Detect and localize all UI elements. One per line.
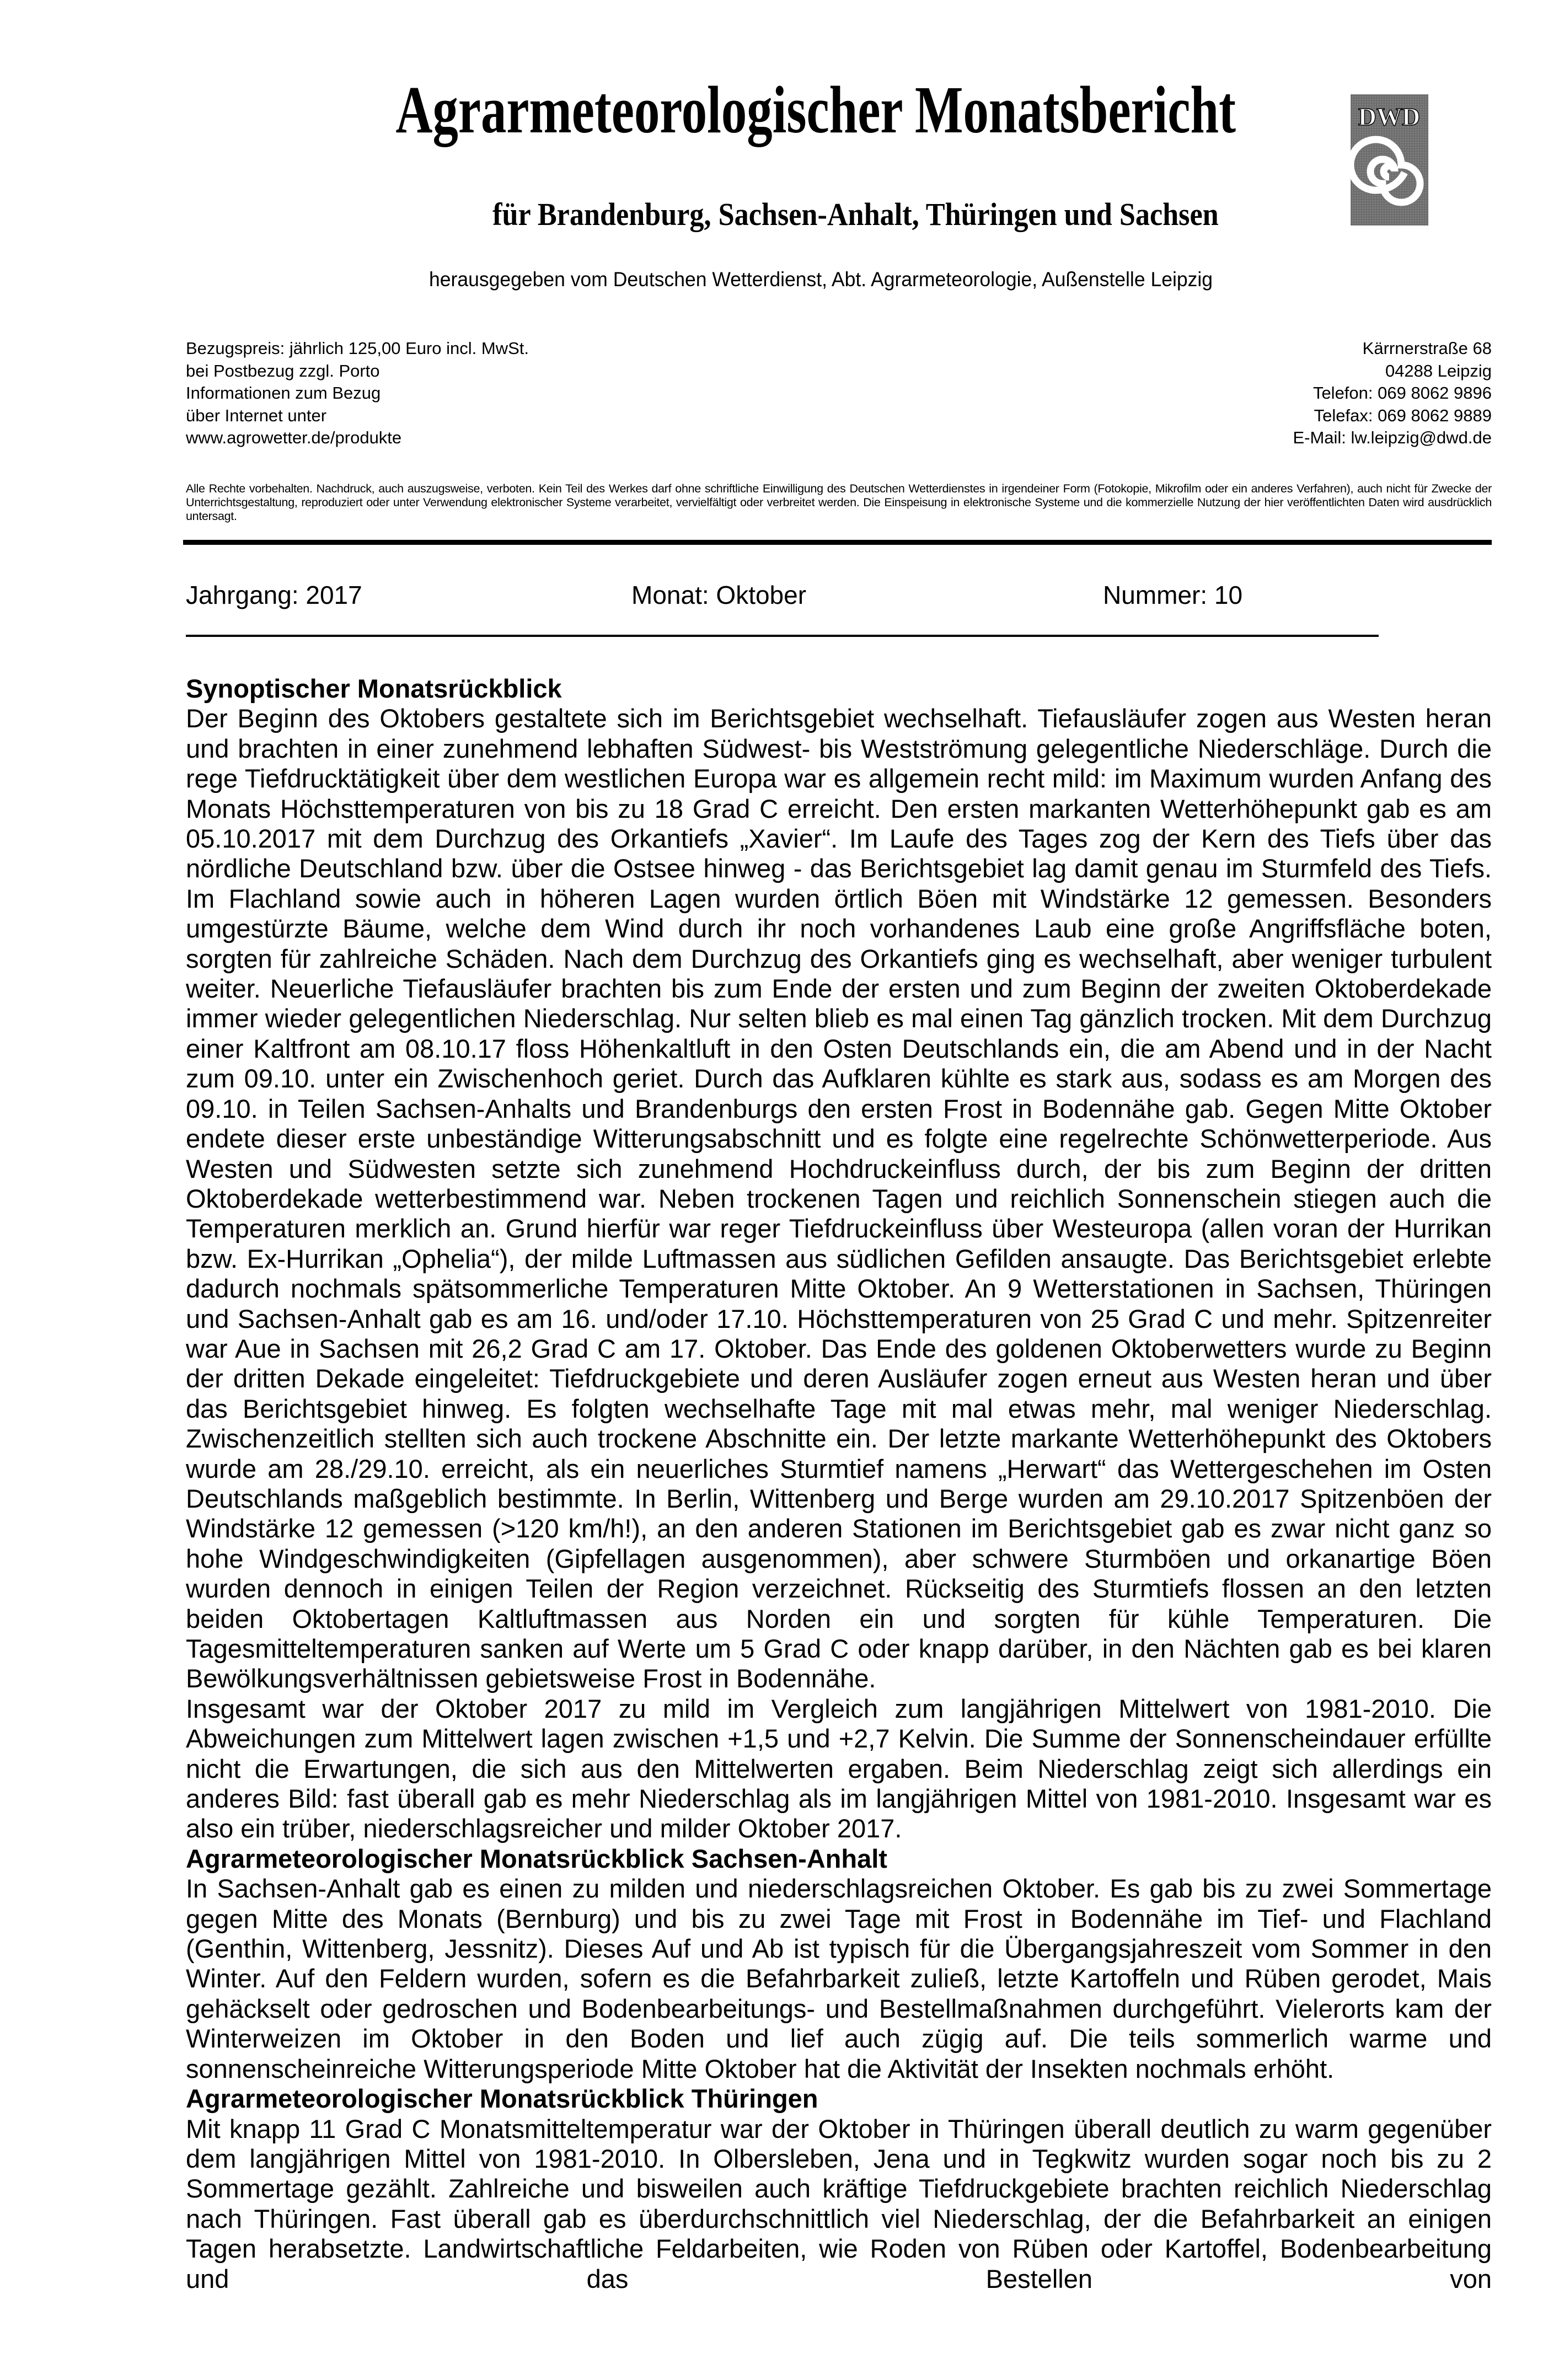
subscription-link[interactable]: www.agrowetter.de/produkte (186, 428, 402, 447)
subscription-info-label: Informationen zum Bezug (186, 383, 381, 403)
section-thueringen (186, 2084, 1492, 2294)
issue-month: Monat: Oktober (631, 581, 807, 609)
report-subtitle: für Brandenburg, Sachsen-Anhalt, Thüringen und Sachsen (492, 196, 1219, 232)
section-paragraph: Mit knapp 11 Grad C Monatsmitteltemperatur war der Oktober in Thüringen überall deutlich zu warm gegenüber dem langjährigen Mittel von 1981-2010. In Olbersleben, Jena und in Tegkwitz wurden sogar noch bis zu 2 Sommertage gezählt. Zahlreiche und bisweilen auch kräftige Tiefdruckgebiete brachten reichlich Niederschlag nach Thüringen. Fast überall gab es überdurchschnittlich viel Niederschlag, der die Befahrbarkeit an einigen Tagen herabsetzte. Landwirtschaftliche Feldarbeiten, wie Roden von Rüben oder Kartoffel, Bodenbearbeitung und das Bestellen von (186, 2114, 1492, 2293)
report-body (186, 674, 1492, 2294)
issue-underline (186, 635, 1379, 637)
contact-info (1293, 337, 1492, 449)
issue-number: Nummer: 10 (1103, 581, 1243, 609)
contact-email[interactable]: E-Mail: lw.leipzig@dwd.de (1293, 428, 1492, 447)
section-sachsen-anhalt (186, 1844, 1492, 2084)
subscription-info (186, 337, 529, 449)
copyright-notice: Alle Rechte vorbehalten. Nachdruck, auch auszugsweise, verboten. Kein Teil des Werkes darf ohne schriftliche Einwilligung des Deutschen Wetterdienstes in irgendeiner Form (Fotokopie, Mikrofilm oder ein anderes Verfahren), auch nicht für Zwecke der Unterrichtsgestaltung, reproduziert oder unter Verwendung elektronischer Systeme verarbeitet, vervielfältigt oder verbreitet werden. Die Einspeisung in elektronische Systeme und die kommerzielle Nutzung der hier veröffentlichten Daten wird ausdrücklich untersagt. (186, 482, 1492, 523)
section-paragraph: Der Beginn des Oktobers gestaltete sich im Berichtsgebiet wechselhaft. Tiefausläufer zogen aus Westen heran und brachten in einer zunehmend lebhaften Südwest- bis Westströmung gelegentliche Niederschläge. Durch die rege Tiefdrucktätigkeit über dem westlichen Europa war es allgemein recht mild: im Maximum wurden Anfang des Monats Höchsttemperaturen von bis zu 18 Grad C erreicht. Den ersten markanten Wetterhöhepunkt gab es am 05.10.2017 mit dem Durchzug des Orkantiefs „Xavier“. Im Laufe des Tages zog der Kern des Tiefs über das nördliche Deutschland bzw. über die Ostsee hinweg - das Berichtsgebiet lag damit genau im Sturmfeld des Tiefs. Im Flachland sowie auch in höheren Lagen wurden örtlich Böen mit Windstärke 12 gemessen. Besonders umgestürzte Bäume, welche dem Wind durch ihr noch vorhandenes Laub eine große Angriffsfläche boten, sorgten für zahlreiche Schäden. Nach dem Durchzug des Orkantiefs ging es wechselhaft, aber weniger turbulent weiter. Neuerliche Tiefausläufer brachten bis zum Ende der ersten und zum Beginn der zweiten Oktoberdekade immer wieder gelegentlichen Niederschlag. Nur selten blieb es mal einen Tag gänzlich trocken. Mit dem Durchzug einer Kaltfront am 08.10.17 floss Höhenkaltluft in den Osten Deutschlands ein, die am Abend und in der Nacht zum 09.10. unter ein Zwischenhoch geriet. Durch das Aufklaren kühlte es stark aus, sodass es am Morgen des 09.10. in Teilen Sachsen-Anhalts und Brandenburgs den ersten Frost in Bodennähe gab. Gegen Mitte Oktober endete dieser erste unbeständige Witterungsabschnitt und es folgte eine regelrechte Schönwetterperiode. Aus Westen und Südwesten setzte sich zunehmend Hochdruckeinfluss durch, der bis zum Beginn der dritten Oktoberdekade wetterbestimmend war. Neben trockenen Tagen und reichlich Sonnenschein stiegen auch die Temperaturen merklich an. Grund hierfür war reger Tiefdruckeinfluss über Westeuropa (allen voran der Hurrikan bzw. Ex-Hurrikan „Ophelia“), der milde Luftmassen aus südlichen Gefilden ansaugte. Das Berichtsgebiet erlebte dadurch nochmals spätsommerliche Temperaturen Mitte Oktober. An 9 Wetterstationen in Sachsen, Thüringen und Sachsen-Anhalt gab es am 16. und/oder 17.10. Höchsttemperaturen von 25 Grad C und mehr. Spitzenreiter war Aue in Sachsen mit 26,2 Grad C am 17. Oktober. Das Ende des goldenen Oktoberwetters wurde zu Beginn der dritten Dekade eingeleitet: Tiefdruckgebiete und deren Ausläufer zogen erneut aus Westen heran und über das Berichtsgebiet hinweg. Es folgten wechselhafte Tage mit mal etwas mehr, mal weniger Niederschlag. Zwischenzeitlich stellten sich auch trockene Abschnitte ein. Der letzte markante Wetterhöhepunkt des Oktobers wurde am 28./29.10. erreicht, als ein neuerliches Sturmtief namens „Herwart“ das Wettergeschehen im Osten Deutschlands maßgeblich bestimmte. In Berlin, Wittenberg und Berge wurden am 29.10.2017 Spitzenböen der Windstärke 12 gemessen (>120 km/h!), an den anderen Stationen im Berichtsgebiet gab es zwar nicht ganz so hohe Windgeschwindigkeiten (Gipfellagen ausgenommen), aber schwere Sturmböen und orkanartige Böen wurden dennoch in einigen Teilen der Region verzeichnet. Rückseitig des Sturmtiefs flossen an den letzten beiden Oktobertagen Kaltluftmassen aus Norden ein und sorgten für kühle Temperaturen. Die Tagesmitteltemperaturen sanken auf Werte um 5 Grad C oder knapp darüber, in den Nächten gab es bei klaren Bewölkungsverhältnissen gebietsweise Frost in Bodennähe. (186, 704, 1492, 1693)
section-paragraph: In Sachsen-Anhalt gab es einen zu milden und niederschlagsreichen Oktober. Es gab bis zu zwei Sommertage gegen Mitte des Monats (Bernburg) und bis zu zwei Tage mit Frost in Bodennähe im Tief- und Flachland (Genthin, Wittenberg, Jessnitz). Dieses Auf und Ab ist typisch für die Übergangsjahreszeit vom Sommer in den Winter. Auf den Feldern wurden, sofern es die Befahrbarkeit zuließ, letzte Kartoffeln und Rüben gerodet, Mais gehäckselt oder gedroschen und Bodenbearbeitungs- und Bestellmaßnahmen durchgeführt. Vielerorts kam der Winterweizen im Oktober in den Boden und lief auch zügig auf. Die teils sommerlich warme und sonnenscheinreiche Witterungsperiode Mitte Oktober hat die Aktivität der Insekten nochmals erhöht. (186, 1874, 1492, 2083)
contact-fax: Telefax: 069 8062 9889 (1314, 405, 1492, 425)
contact-street: Kärrnerstraße 68 (1362, 339, 1492, 358)
section-heading: Agrarmeteorologischer Monatsrückblick Thüringen (186, 2084, 818, 2114)
subscription-postage: bei Postbezug zzgl. Porto (186, 361, 380, 380)
publisher-line: herausgegeben vom Deutschen Wetterdienst, Abt. Agrarmeteorologie, Außenstelle Leipzig (429, 268, 1213, 291)
section-paragraph: Insgesamt war der Oktober 2017 zu mild im Vergleich zum langjährigen Mittelwert von 1981-2010. Die Abweichungen zum Mittelwert lagen zwischen +1,5 und +2,7 Kelvin. Die Summe der Sonnenscheindauer erfüllte nicht die Erwartungen, die sich aus den Mittelwerten ergaben. Beim Niederschlag zeigt sich allerdings ein anderes Bild: fast überall gab es mehr Niederschlag als im langjährigen Mittel von 1981-2010. Insgesamt war es also ein trüber, niederschlagsreicher und milder Oktober 2017. (186, 1693, 1492, 1843)
subscription-price: Bezugspreis: jährlich 125,00 Euro incl. MwSt. (186, 339, 529, 358)
contact-city: 04288 Leipzig (1385, 361, 1492, 380)
subscription-internet-label: über Internet unter (186, 405, 327, 425)
section-synoptic (186, 674, 1492, 1844)
issue-year: Jahrgang: 2017 (186, 581, 362, 609)
section-heading: Agrarmeteorologischer Monatsrückblick Sachsen-Anhalt (186, 1843, 887, 1873)
section-heading: Synoptischer Monatsrückblick (186, 674, 562, 703)
report-title: Agrarmeteorologischer Monatsbericht (395, 73, 1236, 147)
header-divider (183, 540, 1492, 545)
report-subtitle-row (0, 196, 1559, 233)
report-title-row (0, 72, 1559, 149)
contact-phone: Telefon: 069 8062 9896 (1312, 383, 1492, 403)
svg-text:DWD: DWD (1358, 103, 1421, 131)
